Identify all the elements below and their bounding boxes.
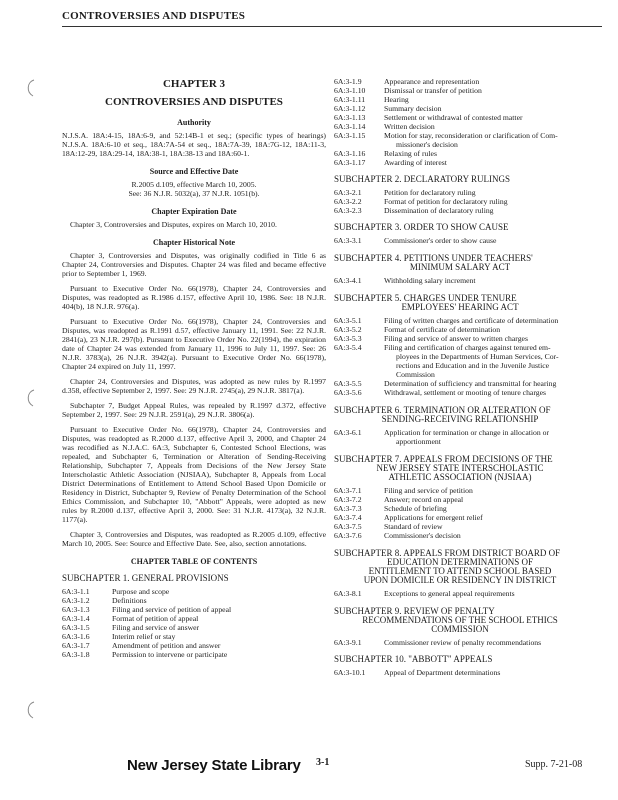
toc-entry	[334, 343, 606, 379]
section-title: Summary decision	[384, 104, 442, 113]
section-title: Definitions	[112, 596, 147, 605]
toc-list	[334, 638, 606, 647]
section-title: Standard of review	[384, 522, 443, 531]
section-number: 6A:3-4.1	[334, 276, 362, 285]
toc-entry	[334, 638, 606, 647]
punch-hole-icon	[24, 388, 38, 408]
left-column	[62, 80, 326, 659]
toc-heading: CHAPTER TABLE OF CONTENTS	[130, 557, 258, 566]
section-number: 6A:3-7.3	[334, 504, 362, 513]
library-watermark: New Jersey State Library	[127, 757, 301, 774]
toc-list	[334, 188, 606, 215]
subchapter-title: SUBCHAPTER 10. "ABBOTT" APPEALS	[334, 654, 493, 664]
supplement-date: Supp. 7-21-08	[525, 759, 583, 770]
toc-entry	[334, 188, 606, 197]
toc-entry	[334, 531, 606, 540]
section-title: Appearance and representation	[384, 77, 480, 86]
punch-hole-icon	[24, 78, 38, 98]
chapter-title: CONTROVERSIES AND DISPUTES	[105, 96, 283, 108]
toc-entry	[62, 623, 326, 632]
subchapter-title: SUBCHAPTER 7. APPEALS FROM DECISIONS OF THE NEW JERSEY STATE INTERSCHOLASTIC ATHLETIC ASSOCIATION (NJSIAA)	[334, 454, 553, 482]
section-title: Withdrawal, settlement or mooting of tenure charges	[384, 388, 547, 397]
section-number: 6A:3-10.1	[334, 668, 366, 677]
toc-list	[334, 77, 606, 167]
history-heading: Chapter Historical Note	[152, 238, 236, 247]
toc-list	[334, 428, 606, 446]
toc-entry	[334, 325, 606, 334]
toc-entry	[334, 206, 606, 215]
history-paragraph: Pursuant to Executive Order No. 66(1978), Chapter 24, Controversies and Disputes, was readopted as R.1986 d.157, effective April 10, 1986. See: 18 N.J.R. 404(b), 18 N.J.R. 976(a).	[62, 284, 326, 311]
history-paragraph: Chapter 24, Controversies and Disputes, was adopted as new rules by R.1997 d.358, effective September 2, 1997. See: 29 N.J.R. 2745(a), 29 N.J.R. 3817(a).	[62, 377, 326, 395]
section-title: Answer; record on appeal	[384, 495, 464, 504]
authority-text: N.J.S.A. 18A:4-15, 18A:6-9, and 52:14B-1 et seq.; (specific types of hearings) N.J.S.A. 18A:6-10 et seq., 18A:7A-54 et seq., 18A:7A-39, 18A:7G-12, 18A:11-3, 18A:12-29, 18A:29-14, 18A:38-1, 18A:38-13 and 18A:60-1.	[62, 131, 326, 158]
section-title: Motion for stay, reconsideration or clarification of Com- missioner's decision	[384, 131, 558, 149]
section-title: Determination of sufficiency and transmittal for hearing	[384, 379, 557, 388]
section-number: 6A:3-2.1	[334, 188, 362, 197]
section-title: Commissioner review of penalty recommendations	[384, 638, 542, 647]
section-number: 6A:3-5.1	[334, 316, 362, 325]
section-title: Commissioner's order to show cause	[384, 236, 497, 245]
toc-entry	[334, 95, 606, 104]
section-number: 6A:3-7.1	[334, 486, 362, 495]
subchapter-title: SUBCHAPTER 2. DECLARATORY RULINGS	[334, 174, 511, 184]
toc-entry	[334, 513, 606, 522]
section-number: 6A:3-1.16	[334, 149, 366, 158]
toc-entry	[334, 197, 606, 206]
history-paragraph: Pursuant to Executive Order No. 66(1978), Chapter 24, Controversies and Disputes, was readopted as R.1991 d.57, effective January 11, 1991. See: 22 N.J.R. 2841(a), 23 N.J.R. 297(b). Pursuant to Executive Order No. 22(1994), the expiration date of Chapter 24 was extended from January 11, 1996 to July 11, 1997. See: 26 N.J.R. 3783(a), 26 N.J.R. 3942(a). Pursuant to Executive Order No. 66(1978), Chapter 24 expired on July 11, 1997.	[62, 317, 326, 371]
section-number: 6A:3-3.1	[334, 236, 362, 245]
section-title: Exceptions to general appeal requirements	[384, 589, 515, 598]
toc-list	[334, 589, 606, 598]
section-number: 6A:3-5.3	[334, 334, 362, 343]
section-number: 6A:3-7.2	[334, 495, 362, 504]
section-title: Withholding salary increment	[384, 276, 476, 285]
history-paragraph: Chapter 3, Controversies and Disputes, was originally codified in Title 6 as Chapter 24, Controversies and Disputes. Chapter 24 was filed and became effective prior to September 1, 1969.	[62, 251, 326, 278]
toc-entry	[334, 86, 606, 95]
section-title: Purpose and scope	[112, 587, 170, 596]
section-number: 6A:3-7.5	[334, 522, 362, 531]
subchapter-title: SUBCHAPTER 3. ORDER TO SHOW CAUSE	[334, 222, 509, 232]
section-number: 6A:3-5.2	[334, 325, 362, 334]
section-title: Amendment of petition and answer	[112, 641, 221, 650]
section-title: Application for termination or change in allocation or apportionment	[384, 428, 550, 446]
toc-entry	[334, 504, 606, 513]
toc-entry	[62, 596, 326, 605]
toc-entry	[334, 379, 606, 388]
toc-entry	[334, 149, 606, 158]
subchapter-title: SUBCHAPTER 6. TERMINATION OR ALTERATION OF SENDING-RECEIVING RELATIONSHIP	[334, 405, 551, 424]
subchapter-title: SUBCHAPTER 9. REVIEW OF PENALTY RECOMMENDATIONS OF THE SCHOOL ETHICS COMMISSION	[334, 606, 558, 634]
toc-list	[334, 486, 606, 540]
toc-entry	[334, 668, 606, 677]
section-number: 6A:3-1.14	[334, 122, 366, 131]
toc-entry	[334, 316, 606, 325]
expiration-text: Chapter 3, Controversies and Disputes, expires on March 10, 2010.	[70, 220, 277, 229]
toc-entry	[334, 522, 606, 531]
section-title: Filing and certification of charges against tenured em- ployees in the Departments of Human Services, Cor- rections and Education and in the Juvenile Justice Commission	[384, 343, 559, 379]
section-number: 6A:3-9.1	[334, 638, 362, 647]
section-title: Settlement or withdrawal of contested matter	[384, 113, 523, 122]
source-heading: Source and Effective Date	[149, 167, 239, 176]
section-number: 6A:3-5.4	[334, 343, 362, 352]
history-paragraph: Pursuant to Executive Order No. 66(1978), Chapter 24, Controversies and Disputes, was readopted as R.2000 d.137, effective April 3, 2000, and Chapter 24 was recodified as N.J.A.C. 6A:3, Subchapter 6, Contested School Elections, was repealed, and Subchapter 6, Termination or Alteration of Sending-Receiving Relationship, Subchapter 7, Appeals from Decisions of the New Jersey State Interscholastic Athletic Association (NJSIAA), Subchapter 8, Appeals from Local District Determinations of Entitlement to Attend School Based Upon Domicile or Residency in District, Subchapter 9, Review of Penalty Determination of the School Ethics Commission, and Subchapter 10, "Abbott" Appeals, were adopted as new rules by R.2000 d.137, effective April 3, 2000. See: 31 N.J.R. 4173(a), 32 N.J.R. 1177(a).	[62, 425, 326, 524]
subchapter-title: SUBCHAPTER 5. CHARGES UNDER TENURE EMPLOYEES' HEARING ACT	[334, 293, 519, 312]
right-column	[334, 77, 606, 677]
toc-list	[62, 587, 326, 659]
toc-list	[334, 236, 606, 245]
section-number: 6A:3-1.6	[62, 632, 90, 641]
section-number: 6A:3-1.7	[62, 641, 90, 650]
toc-entry	[62, 650, 326, 659]
section-number: 6A:3-7.6	[334, 531, 362, 540]
source-line: R.2005 d.109, effective March 10, 2005.	[131, 180, 257, 189]
history-paragraph: Chapter 3, Controversies and Disputes, was readopted as R.2005 d.109, effective March 10, 2005. See: Source and Effective Date. See, also, section annotations.	[62, 530, 326, 548]
section-number: 6A:3-7.4	[334, 513, 362, 522]
punch-hole-icon	[24, 700, 38, 720]
section-title: Format of petition of appeal	[112, 614, 199, 623]
section-number: 6A:3-8.1	[334, 589, 362, 598]
section-number: 6A:3-1.9	[334, 77, 362, 86]
section-number: 6A:3-2.3	[334, 206, 362, 215]
toc-entry	[334, 276, 606, 285]
section-title: Filing and service of petition of appeal	[112, 605, 232, 614]
toc-entry	[334, 113, 606, 122]
toc-list	[334, 276, 606, 285]
toc-entry	[334, 428, 606, 446]
section-number: 6A:3-5.6	[334, 388, 362, 397]
toc-entry	[334, 334, 606, 343]
section-title: Written decision	[384, 122, 435, 131]
section-title: Filing and service of petition	[384, 486, 473, 495]
section-title: Format of petition for declaratory ruling	[384, 197, 508, 206]
toc-entry	[62, 641, 326, 650]
section-number: 6A:3-1.17	[334, 158, 366, 167]
toc-entry	[334, 486, 606, 495]
section-number: 6A:3-1.2	[62, 596, 90, 605]
toc-list	[334, 668, 606, 677]
section-number: 6A:3-1.1	[62, 587, 90, 596]
section-number: 6A:3-1.5	[62, 623, 90, 632]
section-title: Relaxing of rules	[384, 149, 437, 158]
toc-entry	[334, 388, 606, 397]
section-number: 6A:3-1.10	[334, 86, 366, 95]
header-rule	[62, 26, 602, 27]
history-paragraph: Subchapter 7, Budget Appeal Rules, was repealed by R.1997 d.372, effective September 2, 1997. See: 29 N.J.R. 2591(a), 29 N.J.R. 3806(a).	[62, 401, 326, 419]
source-line: See: 36 N.J.R. 5032(a), 37 N.J.R. 1051(b).	[128, 189, 260, 198]
section-title: Dissemination of declaratory ruling	[384, 206, 494, 215]
toc-entry	[334, 104, 606, 113]
section-number: 6A:3-2.2	[334, 197, 362, 206]
section-title: Filing and service of answer	[112, 623, 200, 632]
chapter-number: CHAPTER 3	[162, 78, 226, 90]
section-title: Petition for declaratory ruling	[384, 188, 476, 197]
page-number: 3-1	[316, 757, 330, 768]
toc-entry	[334, 158, 606, 167]
subchapter-title: SUBCHAPTER 1. GENERAL PROVISIONS	[62, 573, 229, 583]
section-number: 6A:3-1.13	[334, 113, 366, 122]
section-number: 6A:3-1.8	[62, 650, 90, 659]
toc-entry	[334, 589, 606, 598]
section-number: 6A:3-1.11	[334, 95, 366, 104]
section-title: Format of certificate of determination	[384, 325, 501, 334]
section-title: Appeal of Department determinations	[384, 668, 501, 677]
toc-entry	[62, 614, 326, 623]
section-number: 6A:3-1.3	[62, 605, 90, 614]
section-title: Awarding of interest	[384, 158, 447, 167]
subchapter-title: SUBCHAPTER 8. APPEALS FROM DISTRICT BOARD OF EDUCATION DETERMINATIONS OF ENTITLEMENT TO ATTEND SCHOOL BASED UPON DOMICILE OR RESIDENCY IN DISTRICT	[334, 548, 561, 585]
toc-entry	[62, 632, 326, 641]
section-number: 6A:3-5.5	[334, 379, 362, 388]
section-title: Hearing	[384, 95, 409, 104]
section-title: Dismissal or transfer of petition	[384, 86, 482, 95]
running-header: CONTROVERSIES AND DISPUTES	[62, 10, 246, 22]
section-title: Interim relief or stay	[112, 632, 176, 641]
subchapter-title: SUBCHAPTER 4. PETITIONS UNDER TEACHERS' MINIMUM SALARY ACT	[334, 253, 533, 272]
toc-entry	[334, 77, 606, 86]
toc-entry	[334, 131, 606, 149]
toc-entry	[334, 495, 606, 504]
section-number: 6A:3-1.15	[334, 131, 366, 140]
toc-entry	[62, 587, 326, 596]
section-number: 6A:3-1.12	[334, 104, 366, 113]
authority-heading: Authority	[177, 118, 211, 127]
section-title: Applications for emergent relief	[384, 513, 483, 522]
expiration-heading: Chapter Expiration Date	[151, 207, 237, 216]
toc-entry	[334, 122, 606, 131]
section-title: Schedule of briefing	[384, 504, 447, 513]
section-number: 6A:3-6.1	[334, 428, 362, 437]
toc-list	[334, 316, 606, 397]
section-title: Commissioner's decision	[384, 531, 461, 540]
section-title: Permission to intervene or participate	[112, 650, 228, 659]
section-title: Filing and service of answer to written charges	[384, 334, 528, 343]
section-number: 6A:3-1.4	[62, 614, 90, 623]
toc-entry	[62, 605, 326, 614]
toc-entry	[334, 236, 606, 245]
section-title: Filing of written charges and certificate of determination	[384, 316, 559, 325]
